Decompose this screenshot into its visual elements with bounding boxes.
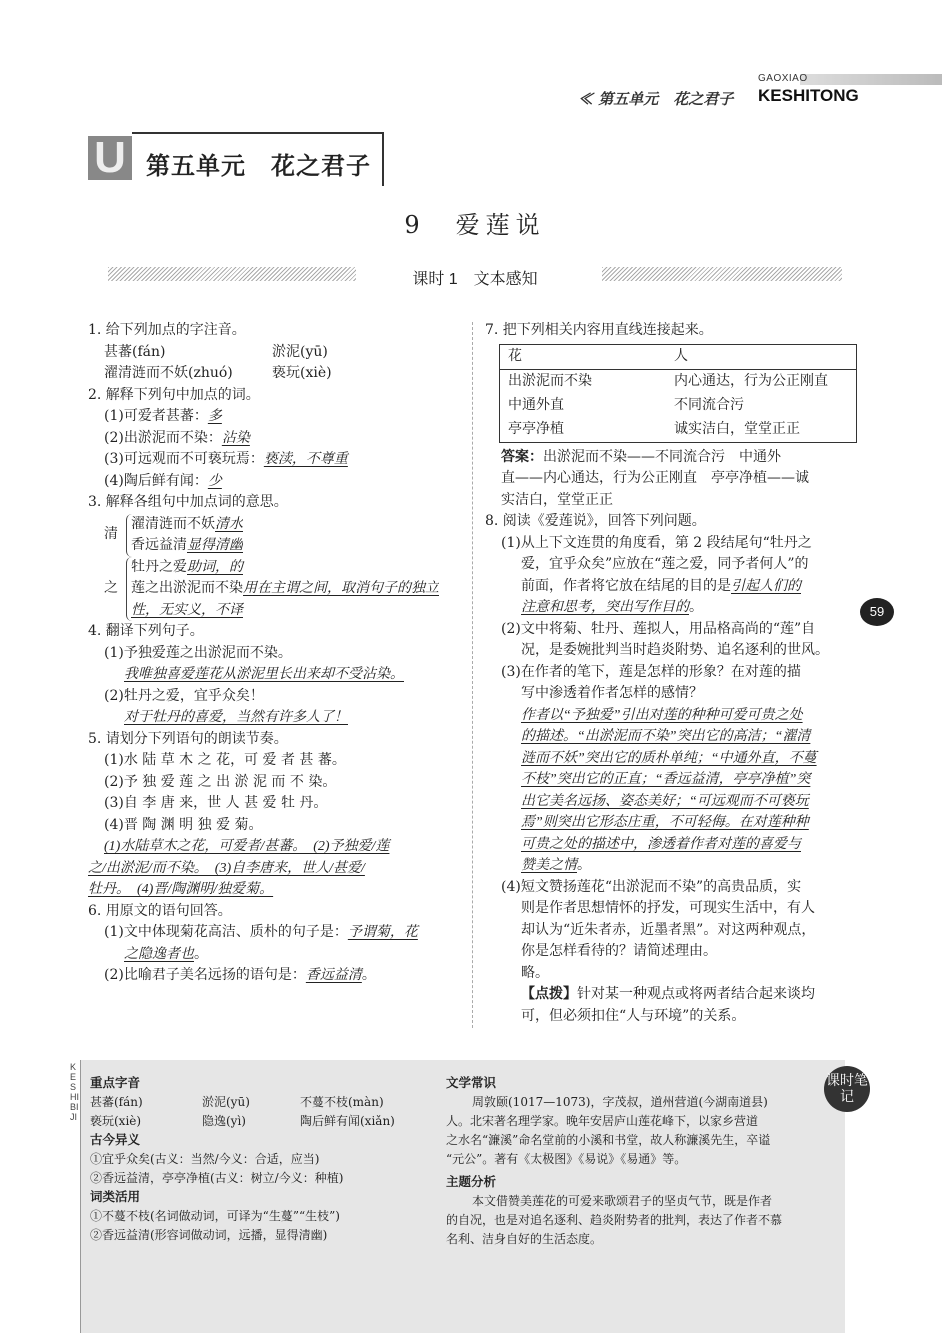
q8-title: 8. 阅读《爱莲说》，回答下列问题。 (485, 513, 706, 529)
q5-answer: 牡丹。 (4)晋/陶渊明/独爱菊。 (88, 882, 274, 897)
q2-item: (1)可爱者甚蕃：多 (104, 408, 222, 424)
q8-answer: 出它美名远扬、姿态美好；“可远观而不可亵玩 (521, 793, 809, 809)
notes-side-label: KESHIBIJI (70, 1062, 79, 1122)
q8-text: 写中渗透着作者怎样的感情？ (521, 685, 703, 701)
q8-text: 则是作者思想情怀的抒发，可现实生活中，有人 (521, 900, 815, 916)
table-row: 中通外直 不同流合污 (508, 396, 744, 413)
table-row: 亭亭净植 诚实洁白，堂堂正正 (508, 420, 800, 437)
lit-line: 周敦颐(1017—1073)，字茂叔，道州营道(今湖南道县) (472, 1095, 768, 1109)
theme-title: 主题分析 (446, 1175, 497, 1189)
q8-text: 却认为“近朱者赤，近墨者黑”。对这两种观点， (521, 921, 816, 938)
q7-answer: 答案：出淤泥而不染——不同流合污 中通外 (501, 448, 781, 465)
lit-line: 人。北宋著名理学家。晚年安居庐山莲花峰下，以家乡营道 (446, 1114, 759, 1128)
notes-left (90, 1074, 430, 1245)
q6-item: (1)文中体现菊花高洁、质朴的句子是：予谓菊，花 (104, 924, 418, 940)
q8-text: 前面，作者将它放在结尾的目的是引起人们的 (521, 577, 801, 594)
q6-title: 6. 用原文的语句回答。 (88, 902, 232, 919)
notes-badge: 课时笔记 (824, 1066, 870, 1112)
q8-text: (2)文中将菊、牡丹、莲拟人，用品格高尚的“莲”自 (501, 620, 816, 637)
q2-item: (4)陶后鲜有闻：少 (104, 472, 222, 489)
q5-item: (2)予 独 爱 莲 之 出 淤 泥 而 不 染。 (104, 773, 337, 790)
q4-answer: 对于牡丹的喜爱，当然有许多人了！ (124, 710, 348, 725)
q5-item: (3)自 李 唐 来，世 人 甚 爱 牡 丹。 (104, 795, 328, 811)
yiyi-item: ②香远益清，亭亭净植(古义：树立/今义：种植) (90, 1171, 344, 1185)
q8-answer: 略。 (521, 964, 549, 981)
unit-logo: U (88, 136, 132, 180)
q8-answer: 作者以“予独爱”引出对莲的种种可爱可贵之处 (521, 707, 803, 723)
left-column (88, 320, 463, 987)
q8-answer: 不枝”突出它的正直；“香远益清，亭亭净植”突 (521, 772, 811, 787)
q8-text: 爱，宜乎众矣”应放在“莲之爱，同予者何人”的 (521, 556, 809, 572)
q5-answer: (1)水陆草木之花，可爱者/甚蕃。 (2)予独爱/莲 (104, 839, 390, 854)
notes-right (446, 1074, 821, 1249)
q8-answer: 涟而不妖”突出它的质朴单纯；“中通外直，不蔓 (521, 750, 817, 766)
header-bar (800, 74, 942, 85)
brand-big: KESHITONG (758, 86, 859, 105)
pron-row: 甚蕃(fán) 淤泥(yū) 不蔓不枝(màn) (90, 1095, 384, 1109)
q3-group-zhi: 之 牡丹之爱助词，的 莲之出淤泥而不染用在主谓之间，取消句子的独立 性，无实义，不译 (88, 557, 463, 622)
q6-item: (2)比喻君子美名远扬的语句是：香远益清。 (104, 967, 376, 983)
q1-row: 甚蕃(fán) 淤泥(yū) (104, 343, 328, 360)
q2-title: 2. 解释下列句中加点的词。 (88, 386, 260, 403)
q8-text: 况，是委婉批判当时趋炎附势、追名逐利的世风。 (521, 642, 829, 658)
q8-answer: 可贵之处的描述中，渗透着作者对莲的喜爱与 (521, 836, 801, 852)
q5-title: 5. 请划分下列语句的朗读节奏。 (88, 730, 288, 747)
q8-text: (1)从上下文连贯的角度看，第 2 段结尾句“牡丹之 (501, 534, 812, 551)
huoyong-title: 词类活用 (90, 1190, 141, 1204)
q8-answer: 焉”则突出它形态庄重，不可轻侮。在对莲种种 (521, 815, 809, 830)
yiyi-title: 古今异义 (90, 1133, 141, 1147)
q4-sentence: (2)牡丹之爱，宜乎众矣！ (104, 687, 264, 704)
column-divider (472, 322, 473, 1028)
pron-title: 重点字音 (90, 1076, 141, 1090)
theme-line: 名利、洁身自好的生活态度。 (446, 1232, 603, 1246)
lit-line: “元公”。著有《太极图》《易说》《易通》等。 (446, 1152, 687, 1166)
table-row: 出淤泥而不染 内心通达，行为公正刚直 (508, 372, 828, 389)
lit-line: 之水名“濂溪”命名堂前的小溪和书堂，故人称濂溪先生，卒谥 (446, 1133, 771, 1147)
huoyong-item: ①不蔓不枝(名词做动词，可译为“生蔓”“生枝”) (90, 1209, 340, 1223)
q6-item: 之隐逸者也。 (124, 945, 208, 962)
yiyi-item: ①宜乎众矣(古义：当然/今义：合适，应当) (90, 1152, 320, 1166)
page-number: 59 (860, 598, 894, 626)
lesson-title: 9 爱莲说 (404, 211, 546, 239)
q7-title: 7. 把下列相关内容用直线连接起来。 (485, 322, 713, 338)
huoyong-item: ②香远益清(形容词做动词，远播，显得清幽) (90, 1228, 328, 1242)
right-column (485, 320, 860, 1027)
q8-tip: 【点拨】针对某一种观点或将两者结合起来谈均 (521, 986, 815, 1002)
q7-answer: 直——内心通达，行为公正刚直 亭亭净植——诚 (501, 470, 809, 486)
match-table: 花 人 出淤泥而不染 内心通达，行为公正刚直 中通外直 不同流合污 亭亭净植 诚实洁白，堂堂正正 (499, 344, 857, 443)
running-header-unit: ≪ 第五单元 花之君子 (578, 90, 734, 108)
lit-title: 文学常识 (446, 1076, 497, 1090)
theme-line: 的自况，也是对追名逐利、趋炎附势者的批判，表达了作者不慕 (446, 1213, 783, 1227)
q8-answer: 的描述。“出淤泥而不染”突出它的高洁；“濯清 (521, 729, 811, 744)
session-title: 课时 1 文本感知 (412, 271, 538, 288)
q8-text: (3)在作者的笔下，莲是怎样的形象？在对莲的描 (501, 663, 801, 680)
q8-text: (4)短文赞扬莲花“出淤泥而不染”的高贵品质，实 (501, 878, 802, 895)
theme-line: 本文借赞美莲花的可爱来歌颂君子的坚贞气节，既是作者 (472, 1194, 773, 1208)
q5-item: (1)水 陆 草 木 之 花，可 爱 者 甚 蕃。 (104, 752, 346, 768)
q7-answer: 实洁白，堂堂正正 (501, 491, 613, 508)
unit-title: 第五单元 花之君子 (146, 151, 371, 180)
q8-tip: 可，但必须扣住“人与环境”的关系。 (521, 1007, 746, 1024)
q3-title: 3. 解释各组句中加点词的意思。 (88, 494, 288, 510)
brand-small: GAOXIAO (758, 73, 808, 84)
q1-row: 濯清涟而不妖(zhuó) 亵玩(xiè) (104, 365, 332, 381)
q3-group-qing: 清 濯清涟而不妖清水 香远益清显得清幽 (88, 514, 463, 557)
q5-answer: 之/出淤泥/而不染。 (3)自李唐来，世人/甚爱/ (88, 860, 365, 876)
q8-text: 你是怎样看待的？请简述理由。 (521, 943, 717, 959)
pron-row: 亵玩(xiè) 隐逸(yì) 陶后鲜有闻(xiǎn) (90, 1114, 395, 1128)
q2-item: (3)可远观而不可亵玩焉：亵渎，不尊重 (104, 451, 348, 467)
q8-text: 注意和思考，突出写作目的。 (521, 599, 703, 615)
q4-answer: 我唯独喜爱莲花从淤泥里长出来却不受沾染。 (124, 667, 404, 682)
q4-title: 4. 翻译下列句子。 (88, 623, 204, 639)
q1-title: 1. 给下列加点的字注音。 (88, 322, 246, 338)
q2-item: (2)出淤泥而不染：沾染 (104, 429, 250, 446)
q8-answer: 赞美之情。 (521, 857, 591, 873)
q5-item: (4)晋 陶 渊 明 独 爱 菊。 (104, 816, 263, 833)
q4-sentence: (1)予独爱莲之出淤泥而不染。 (104, 644, 292, 661)
